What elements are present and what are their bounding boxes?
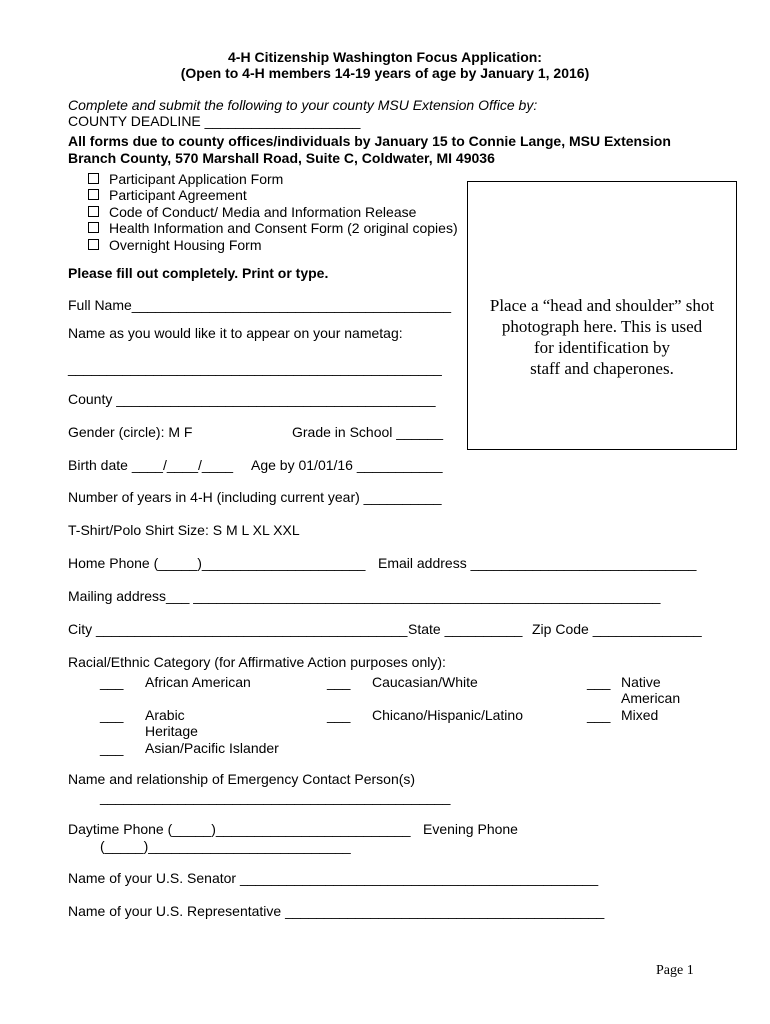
checkbox-icon xyxy=(88,189,99,200)
race-blank-caucasian[interactable]: ___ xyxy=(327,674,351,690)
photo-placeholder xyxy=(467,181,737,450)
race-arabic-line2: Heritage xyxy=(145,723,198,739)
emergency-contact-label: Name and relationship of Emergency Contact Person(s) xyxy=(68,771,416,787)
photo-instruction-line3: for identification by xyxy=(534,338,670,357)
race-blank-native[interactable]: ___ xyxy=(587,674,611,690)
years-in-4h-field[interactable]: Number of years in 4-H (including current year) __________ xyxy=(68,489,442,505)
full-name-field[interactable]: Full Name_________________________________________ xyxy=(68,297,452,313)
form-subtitle: (Open to 4-H members 14-19 years of age by January 1, 2016) xyxy=(180,65,590,81)
checklist-item: Participant Agreement xyxy=(88,187,247,203)
evening-phone-label: Evening Phone xyxy=(423,821,518,837)
race-asian-pacific: Asian/Pacific Islander xyxy=(145,740,279,756)
checklist-item: Code of Conduct/ Media and Information Release xyxy=(88,204,416,220)
senator-field[interactable]: Name of your U.S. Senator ______________________________________________ xyxy=(68,870,599,886)
grade-field[interactable]: Grade in School ______ xyxy=(292,424,443,440)
county-deadline: COUNTY DEADLINE ____________________ xyxy=(68,113,361,129)
photo-instruction-line2: photograph here. This is used xyxy=(501,317,703,336)
race-mixed: Mixed xyxy=(621,707,659,723)
checklist-item: Participant Application Form xyxy=(88,171,283,187)
due-notice-line2: Branch County, 570 Marshall Road, Suite C, Coldwater, MI 49036 xyxy=(68,150,495,166)
race-caucasian: Caucasian/White xyxy=(372,674,478,690)
photo-instruction-line1: Place a “head and shoulder” shot xyxy=(489,296,715,315)
submit-instruction: Complete and submit the following to your county MSU Extension Office by: xyxy=(68,97,538,113)
due-notice-line1: All forms due to county offices/individuals by January 15 to Connie Lange, MSU Extension xyxy=(68,133,671,149)
age-field[interactable]: Age by 01/01/16 ___________ xyxy=(251,457,443,473)
race-native-line1: Native xyxy=(621,674,661,690)
checkbox-icon xyxy=(88,206,99,217)
race-blank-mixed[interactable]: ___ xyxy=(587,707,611,723)
checklist-item: Overnight Housing Form xyxy=(88,237,262,253)
emergency-contact-field[interactable]: _____________________________________________ xyxy=(100,789,451,805)
birth-date-field[interactable]: Birth date ____/____/____ xyxy=(68,457,234,473)
nametag-field[interactable]: ________________________________________________ xyxy=(68,360,442,376)
evening-phone-field[interactable]: (_____)__________________________ xyxy=(100,838,351,854)
mailing-address-field[interactable]: Mailing address___ ____________________________________________________________ xyxy=(68,588,661,604)
checkbox-icon xyxy=(88,222,99,233)
gender-field[interactable]: Gender (circle): M F xyxy=(68,424,193,440)
form-title: 4-H Citizenship Washington Focus Application: xyxy=(228,49,542,65)
racial-category-label: Racial/Ethnic Category (for Affirmative Action purposes only): xyxy=(68,654,446,670)
shirt-size-field[interactable]: T-Shirt/Polo Shirt Size: S M L XL XXL xyxy=(68,522,300,538)
race-native-line2: American xyxy=(621,690,681,706)
county-field[interactable]: County _________________________________________ xyxy=(68,391,436,407)
race-blank-chicano[interactable]: ___ xyxy=(327,707,351,723)
checklist-item: Health Information and Consent Form (2 original copies) xyxy=(88,220,458,236)
checkbox-icon xyxy=(88,173,99,184)
fill-note: Please fill out completely. Print or type. xyxy=(68,265,329,281)
state-field[interactable]: State __________ xyxy=(408,621,523,637)
email-field[interactable]: Email address _____________________________ xyxy=(378,555,697,571)
representative-field[interactable]: Name of your U.S. Representative _________________________________________ xyxy=(68,903,605,919)
zip-field[interactable]: Zip Code ______________ xyxy=(532,621,702,637)
city-field[interactable]: City ________________________________________ xyxy=(68,621,408,637)
page-number: Page 1 xyxy=(656,963,694,978)
photo-instruction-line4: staff and chaperones. xyxy=(530,359,674,378)
race-blank-african[interactable]: ___ xyxy=(100,674,124,690)
home-phone-field[interactable]: Home Phone (_____)_____________________ xyxy=(68,555,366,571)
race-blank-arabic[interactable]: ___ xyxy=(100,707,124,723)
checkbox-icon xyxy=(88,239,99,250)
race-african-american: African American xyxy=(145,674,251,690)
race-arabic-line1: Arabic xyxy=(145,707,185,723)
race-blank-asian[interactable]: ___ xyxy=(100,740,124,756)
daytime-phone-field[interactable]: Daytime Phone (_____)_________________________ xyxy=(68,821,411,837)
nametag-label: Name as you would like it to appear on your nametag: xyxy=(68,325,403,341)
race-chicano: Chicano/Hispanic/Latino xyxy=(372,707,523,723)
